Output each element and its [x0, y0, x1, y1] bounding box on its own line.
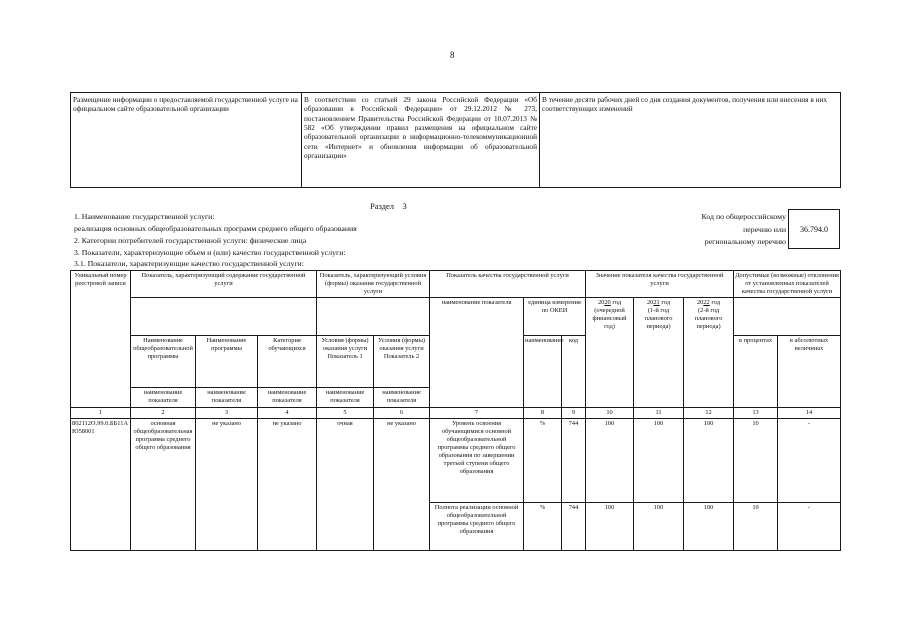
- quality-table: [70, 270, 841, 551]
- header-condition-1: Условия (формы) оказания услуги Показатель 1: [317, 336, 374, 388]
- indicator-value-1: 100: [586, 503, 634, 551]
- header-percent: в процентах: [734, 336, 778, 408]
- col-number: 3: [196, 408, 258, 419]
- col-number: 11: [634, 408, 684, 419]
- consumer-category: 2. Категории потребителей государственной услуги: физические лица: [74, 236, 307, 245]
- header-unit: единица измерения по ОКЕИ: [524, 298, 586, 336]
- col-number: 7: [430, 408, 524, 419]
- condition-1-value: очная: [317, 419, 374, 551]
- service-name-value: реализация основных общеобразовательных программ среднего общего образования: [74, 224, 357, 233]
- indicator-value-3: 100: [684, 503, 734, 551]
- indicator-unit: %: [524, 419, 562, 503]
- quality-indicators-heading: 3.1. Показатели, характеризующие качество государственной услуги:: [74, 259, 304, 268]
- indicator-name: Полнота реализации основной общеобразовательной программы среднего общего образования: [430, 503, 524, 551]
- header-ind-name-5: наименование показателя: [317, 388, 374, 408]
- header-programs: Наименование программы: [196, 336, 258, 388]
- indicator-code: 744: [562, 503, 586, 551]
- col-number: 12: [684, 408, 734, 419]
- indicator-value-2: 100: [634, 503, 684, 551]
- header-ind-name-3: наименование показателя: [196, 388, 258, 408]
- header-absolute: в абсолютных величинах: [778, 336, 841, 408]
- col-number: 6: [374, 408, 430, 419]
- program-name: основная общеобразовательная программа среднего общего образования: [131, 419, 196, 551]
- col-number: 10: [586, 408, 634, 419]
- registry-code-label-1: Код по общероссийскому: [701, 212, 786, 221]
- info-cell-placement: Размещение информации о предоставляемой государственной услуге на официальном сайте образовательной организации: [71, 93, 302, 188]
- indicator-deviation-absolute: -: [778, 419, 841, 503]
- header-unique-number: Уникальный номер реестровой записи: [71, 271, 131, 408]
- info-cell-legal-basis: В соответствии со статьей 29 закона Российской Федерации «Об образовании в Российской Федерации» от 29.12.2012 № 273, постановлением Правительства Российской Федерации от 10.07.2013 № 582 «Об утверждении правил размещения на официальном сайте образовательной организации в информационно-телекоммуникационной сети «Интернет» и обновления информации об образовательной организации»: [302, 93, 540, 188]
- indicator-code: 744: [562, 419, 586, 503]
- category-value: не указано: [258, 419, 317, 551]
- header-content-spacer: [131, 298, 317, 336]
- header-year-3: 2022 год (2-й год планового периода): [684, 298, 734, 408]
- header-indicator-name: наименование показателя: [430, 298, 524, 408]
- header-ind-name-2: наименование показателя: [131, 388, 196, 408]
- registry-code-label-3: региональному перечню: [704, 237, 786, 246]
- header-unit-name: наименование: [524, 336, 562, 408]
- col-number: 14: [778, 408, 841, 419]
- header-conditions-spacer: [317, 298, 430, 336]
- header-values: Значение показателя качества государственной услуги: [586, 271, 734, 298]
- header-quality: Показатель качества государственной услуги: [430, 271, 586, 298]
- table-row: [71, 419, 841, 503]
- indicator-unit: %: [524, 503, 562, 551]
- header-deviations: Допустимые (возможные) отклонения от установленных показателей качества государственной услуги: [734, 271, 841, 298]
- header-content: Показатель, характеризующий содержание государственной услуги: [131, 271, 317, 298]
- indicator-value-2: 100: [634, 419, 684, 503]
- indicator-deviation-percent: 10: [734, 419, 778, 503]
- info-table: [70, 92, 841, 188]
- unique-number: 802112О.99.0.ББ11АЮ58001: [71, 419, 131, 551]
- col-number: 2: [131, 408, 196, 419]
- info-cell-frequency: В течение десяти рабочих дней со дня создания документов, получения или внесения в них соответствующих изменений: [540, 93, 841, 188]
- header-program-name: Наименование общеобразовательной программы: [131, 336, 196, 388]
- registry-code-box: 36.794.0: [788, 209, 840, 249]
- header-unit-code: код: [562, 336, 586, 408]
- section-title: Раздел 3: [370, 201, 407, 211]
- header-year-2: 2021 год (1-й год планового периода): [634, 298, 684, 408]
- page-number: 8: [450, 50, 455, 60]
- condition-2-value: не указано: [374, 419, 430, 551]
- indicator-value-1: 100: [586, 419, 634, 503]
- col-number: 8: [524, 408, 562, 419]
- col-number: 13: [734, 408, 778, 419]
- registry-code-label-2: перечню или: [743, 225, 786, 234]
- header-ind-name-4: наименование показателя: [258, 388, 317, 408]
- header-conditions: Показатель, характеризующий условия (формы) оказания государственной услуги: [317, 271, 430, 298]
- col-number: 4: [258, 408, 317, 419]
- header-year-1: 2020 год (очередной финансовый год): [586, 298, 634, 408]
- indicators-heading: 3. Показатели, характеризующие объем и (или) качество государственной услуги:: [74, 248, 346, 257]
- indicator-value-3: 100: [684, 419, 734, 503]
- programs-value: не указано: [196, 419, 258, 551]
- column-numbers-row: [71, 408, 841, 419]
- header-category: Категория обучающихся: [258, 336, 317, 388]
- header-deviations-spacer: [734, 298, 841, 336]
- col-number: 9: [562, 408, 586, 419]
- col-number: 5: [317, 408, 374, 419]
- indicator-deviation-absolute: -: [778, 503, 841, 551]
- col-number: 1: [71, 408, 131, 419]
- indicator-name: Уровень освоения обучающимися основной общеобразовательной программы среднего общего образования по завершении третьей ступени общего образования: [430, 419, 524, 503]
- header-ind-name-6: наименование показателя: [374, 388, 430, 408]
- service-name-label: 1. Наименование государственной услуги:: [74, 212, 215, 221]
- indicator-deviation-percent: 10: [734, 503, 778, 551]
- header-condition-2: Условия (формы) оказания услуги Показатель 2: [374, 336, 430, 388]
